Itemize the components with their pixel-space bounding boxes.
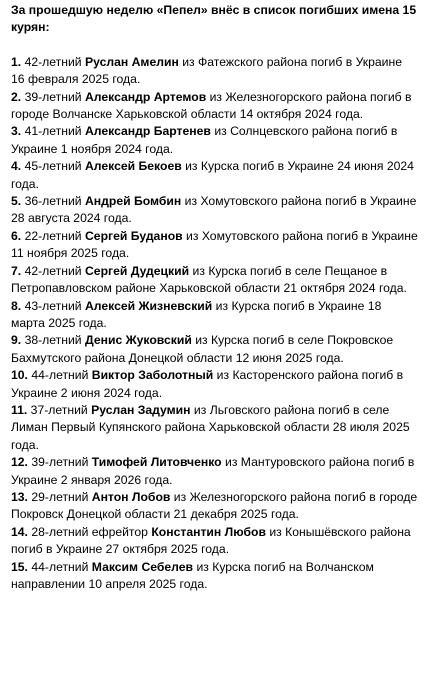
entry-details: из Касторенского района погиб в Украине 2 июня 2024 года. — [11, 368, 404, 400]
entry-age: 42-летний — [24, 54, 82, 69]
entry-age: 45-летний — [24, 159, 82, 174]
list-item — [11, 454, 418, 489]
entry-number: 2. — [11, 89, 22, 104]
entry-number: 15. — [11, 559, 28, 574]
list-item — [11, 54, 418, 89]
entry-name: Руслан Задумин — [91, 402, 191, 417]
entry-name: Александр Бартенев — [84, 124, 211, 139]
entry-name: Алексей Жизневский — [84, 298, 213, 313]
entry-age: 36-летний — [24, 194, 82, 209]
entry-number: 12. — [11, 455, 28, 470]
list-item — [11, 367, 418, 402]
entry-age: 39-летний — [24, 89, 82, 104]
entry-number: 10. — [11, 368, 28, 383]
list-item — [11, 559, 418, 594]
entry-name: Сергей Дудецкий — [84, 263, 190, 278]
entry-details: из Железногорского района погиб в городе Покровск Донецкой области 21 декабря 2025 года. — [11, 489, 418, 522]
entry-details: из Курска погиб в селе Покровское Бахмутского района Донецкой области 12 июня 2025 года. — [11, 333, 394, 365]
entry-details: из Железногорского района погиб в городе Волчанске Харьковской области 14 октября 2024 года. — [11, 89, 412, 122]
entry-age: 29-летний — [31, 489, 89, 504]
entry-details: из Курска погиб в Украине 18 марта 2025 года. — [11, 298, 382, 330]
entry-age: 37-летний — [30, 402, 88, 417]
casualty-list — [11, 54, 418, 594]
entry-age: 22-летний — [24, 228, 82, 243]
entry-details: из Курска погиб на Волчанском направлении 10 апреля 2025 года. — [11, 559, 374, 591]
entry-age: 44-летний — [31, 559, 89, 574]
entry-number: 4. — [11, 159, 22, 174]
entry-name: Алексей Бекоев — [84, 159, 182, 174]
entry-age: 44-летний — [31, 368, 89, 383]
post-heading: За прошедшую неделю «Пепел» внёс в список погибших имена 15 курян: — [11, 3, 417, 35]
list-item — [11, 89, 418, 124]
entry-number: 1. — [11, 54, 22, 69]
entry-name: Тимофей Литовченко — [91, 455, 222, 470]
entry-number: 8. — [11, 298, 22, 313]
list-item — [11, 402, 418, 454]
list-item — [11, 332, 418, 367]
list-item — [11, 228, 418, 263]
entry-details: из Фатежского района погиб в Украине 16 февраля 2025 года. — [11, 54, 402, 87]
entry-name: Александр Артемов — [84, 89, 207, 104]
entry-details: из Льговского района погиб в селе Лиман Первый Купянского района Харьковской области 28 июля 2025 года. — [11, 402, 410, 452]
entry-number: 9. — [11, 333, 22, 348]
entry-name: Андрей Бомбин — [84, 194, 182, 209]
entry-age: 42-летний — [24, 263, 82, 278]
entry-age: 39-летний — [31, 455, 89, 470]
list-item — [11, 298, 418, 333]
entry-age: 38-летний — [24, 333, 82, 348]
entry-number: 5. — [11, 194, 22, 209]
entry-details: из Курска погиб в Украине 24 июня 2024 года. — [11, 159, 414, 191]
entry-details: из Хомутовского района погиб в Украине 28 августа 2024 года. — [11, 194, 417, 226]
list-item — [11, 263, 418, 298]
entry-name: Денис Жуковский — [84, 333, 192, 348]
entry-name: Виктор Заболотный — [91, 368, 214, 383]
entry-age: 28-летний ефрейтор — [31, 524, 148, 539]
list-item — [11, 489, 418, 524]
entry-name: Антон Лобов — [91, 489, 171, 504]
entry-details: из Конышёвского района погиб в Украине 27 октября 2025 года. — [11, 524, 411, 557]
entry-details: из Курска погиб в селе Пещаное в Петропавловском районе Харьковской области 21 октября 2024 года. — [11, 263, 407, 296]
entry-number: 11. — [11, 402, 28, 417]
entry-name: Константин Любов — [151, 524, 266, 539]
entry-details: из Мантуровского района погиб в Украине 2 января 2026 года. — [11, 455, 415, 487]
entry-number: 7. — [11, 263, 22, 278]
entry-age: 41-летний — [24, 124, 82, 139]
entry-number: 13. — [11, 489, 28, 504]
entry-number: 14. — [11, 524, 28, 539]
entry-number: 6. — [11, 228, 22, 243]
list-item — [11, 158, 418, 193]
list-item — [11, 123, 418, 158]
entry-name: Максим Себелев — [91, 559, 194, 574]
entry-name: Сергей Буданов — [84, 228, 183, 243]
entry-age: 43-летний — [24, 298, 82, 313]
list-item — [11, 193, 418, 228]
entry-details: из Хомутовского района погиб в Украине 11 ноября 2025 года. — [11, 228, 418, 261]
entry-details: из Солнцевского района погиб в Украине 1 ноября 2024 года. — [11, 124, 398, 156]
list-item — [11, 524, 418, 559]
entry-name: Руслан Амелин — [84, 54, 179, 69]
entry-number: 3. — [11, 124, 22, 139]
